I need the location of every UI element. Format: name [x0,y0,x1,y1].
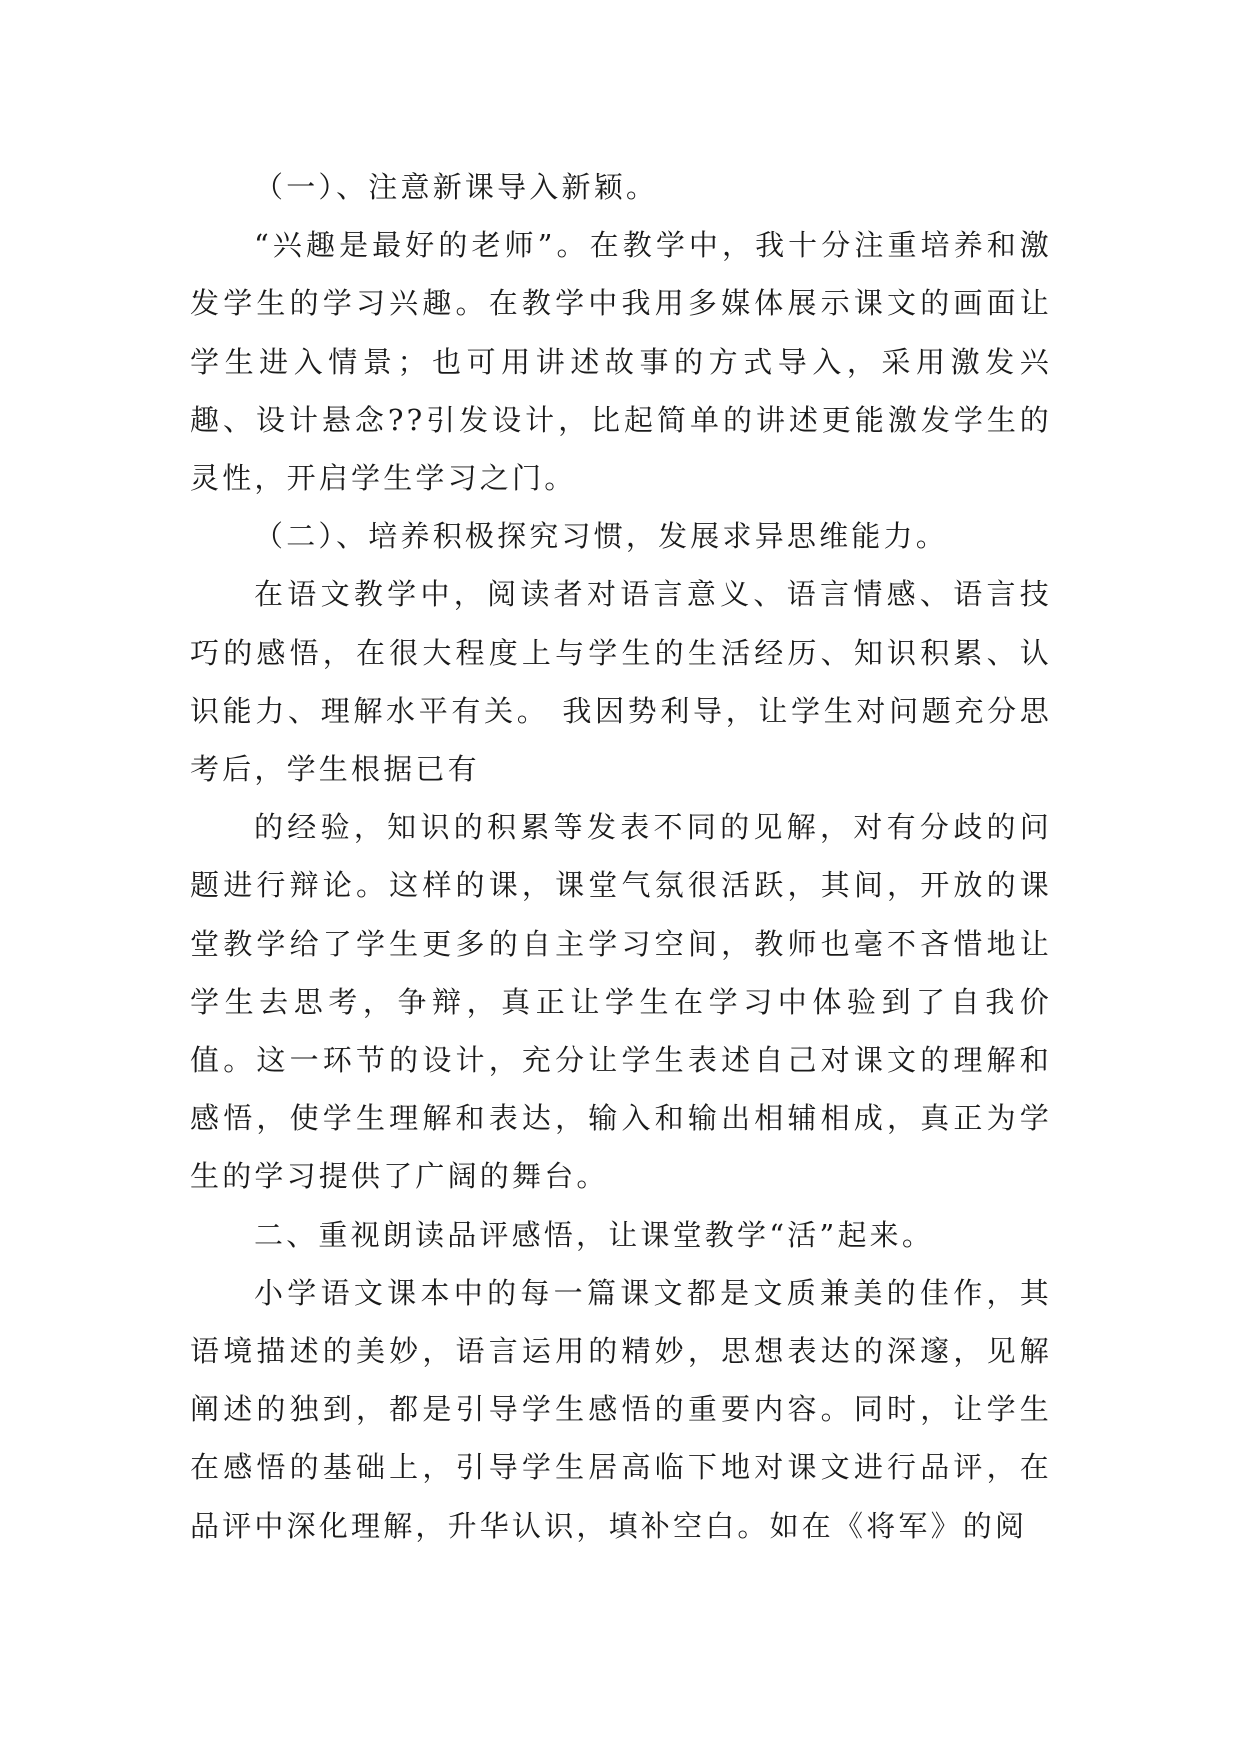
body-text [190,158,1052,1555]
heading-inquiry-habit: （二）、培养积极探究习惯，发展求异思维能力。 [254,519,948,554]
heading-new-lesson-intro: （一）、注意新课导入新颖。 [254,170,659,204]
paragraph-reading-comprehension: 在语文教学中，阅读者对语言意义、语言情感、语言技巧的感悟，在很大程度上与学生的生活经历、知识积累、认识能力、理解水平有关。 我因势利导，让学生对问题充分思考后，学生根据已有 [190,577,1052,787]
paragraph-discussion: 的经验，知识的积累等发表不同的见解，对有分歧的问题进行辩论。这样的课，课堂气氛很活跃，其间，开放的课堂教学给了学生更多的自主学习空间，教师也毫不吝惜地让学生去思考，争辩，真正让学生在学习中体验到了自我价值。这一环节的设计，充分让学生表述自己对课文的理解和感悟，使学生理解和表达，输入和输出相辅相成，真正为学生的学习提供了广阔的舞台。 [190,810,1052,1194]
paragraph-interest: “兴趣是最好的老师”。在教学中，我十分注重培养和激发学生的学习兴趣。在教学中我用多媒体展示课文的画面让学生进入情景；也可用讲述故事的方式导入，采用激发兴趣、设计悬念??引发设计，比起简单的讲述更能激发学生的灵性，开启学生学习之门。 [190,228,1052,496]
paragraph-textbook-appraisal: 小学语文课本中的每一篇课文都是文质兼美的佳作，其语境描述的美妙，语言运用的精妙，思想表达的深邃，见解阐述的独到，都是引导学生感悟的重要内容。同时，让学生在感悟的基础上，引导学生居高临下地对课文进行品评，在品评中深化理解，升华认识，填补空白。如在《将军》的阅 [190,1275,1052,1543]
heading-reading-appraisal: 二、重视朗读品评感悟，让课堂教学“活”起来。 [254,1217,935,1252]
